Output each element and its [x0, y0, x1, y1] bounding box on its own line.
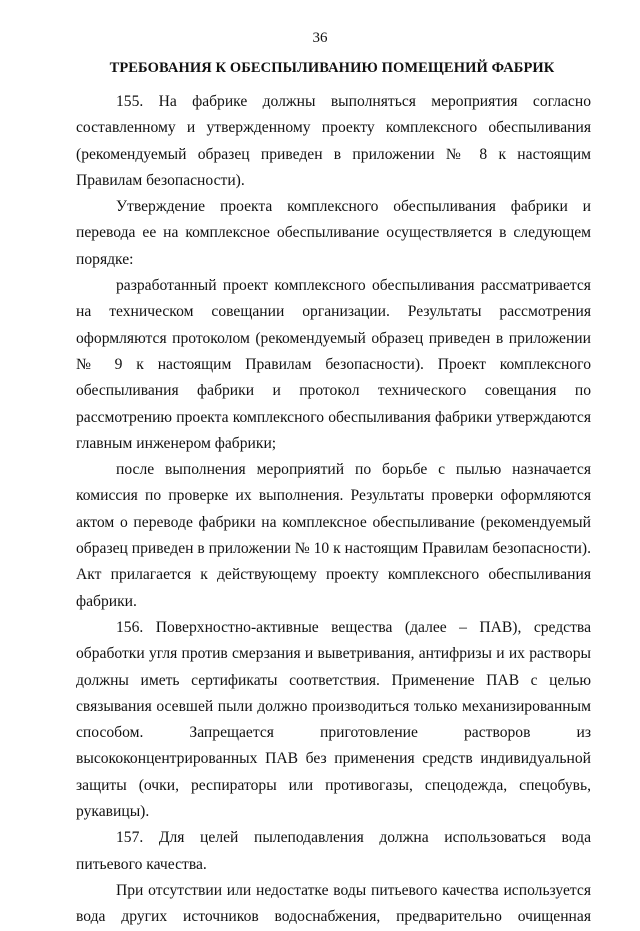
paragraph-water-sources: При отсутствии или недостатке воды питьевого качества используется вода других источников водоснабжения, предварительно очищенная: [76, 881, 591, 926]
paragraph-inspection-commission: после выполнения мероприятий по борьбе с пылью назначается комиссия по проверке их выполнения. Результаты проверки оформляются актом о переводе фабрики на комплексное обеспыливание (рекомендуемый образец приведен в приложении № 10 к настоящим Правилам безопасности). Акт прилагается к действующему проекту комплексного обеспыливания фабрики.: [76, 461, 591, 610]
paragraph-project-review: разработанный проект комплексного обеспыливания рассматривается на техническом совещании организации. Результаты рассмотрения оформляются протоколом (рекомендуемый образец приведен в приложении № 9 к настоящим Правилам безопасности). Проект комплексного обеспыливания фабрики и протокол технического совещания по рассмотрению проекта комплексного обеспыливания фабрики утверждаются главным инженером фабрики;: [76, 277, 591, 452]
paragraph-157: 157. Для целей пылеподавления должна использоваться вода питьевого качества.: [76, 829, 591, 873]
body-text: [76, 89, 591, 931]
paragraph-156: 156. Поверхностно-активные вещества (далее – ПАВ), средства обработки угля против смерзания и выветривания, антифризы и их растворы должны иметь сертификаты соответствия. Применение ПАВ с целью связывания осевшей пыли должно производиться только механизированным способом. Запрещается приготовление растворов из высококонцентрированных ПАВ без применения средств индивидуальной защиты (очки, респираторы или противогазы, спецодежда, спецобувь, рукавицы).: [76, 618, 591, 821]
paragraph-approval-procedure: Утверждение проекта комплексного обеспыливания фабрики и перевода ее на комплексное обеспыливание осуществляется в следующем порядке:: [76, 198, 591, 268]
page-number: 36: [312, 30, 328, 46]
section-heading: ТРЕБОВАНИЯ К ОБЕСПЫЛИВАНИЮ ПОМЕЩЕНИЙ ФАБРИК: [109, 60, 555, 76]
paragraph-155: 155. На фабрике должны выполняться мероприятия согласно составленному и утвержденному проекту комплексного обеспыливания (рекомендуемый образец приведен в приложении № 8 к настоящим Правилам безопасности).: [76, 93, 591, 189]
